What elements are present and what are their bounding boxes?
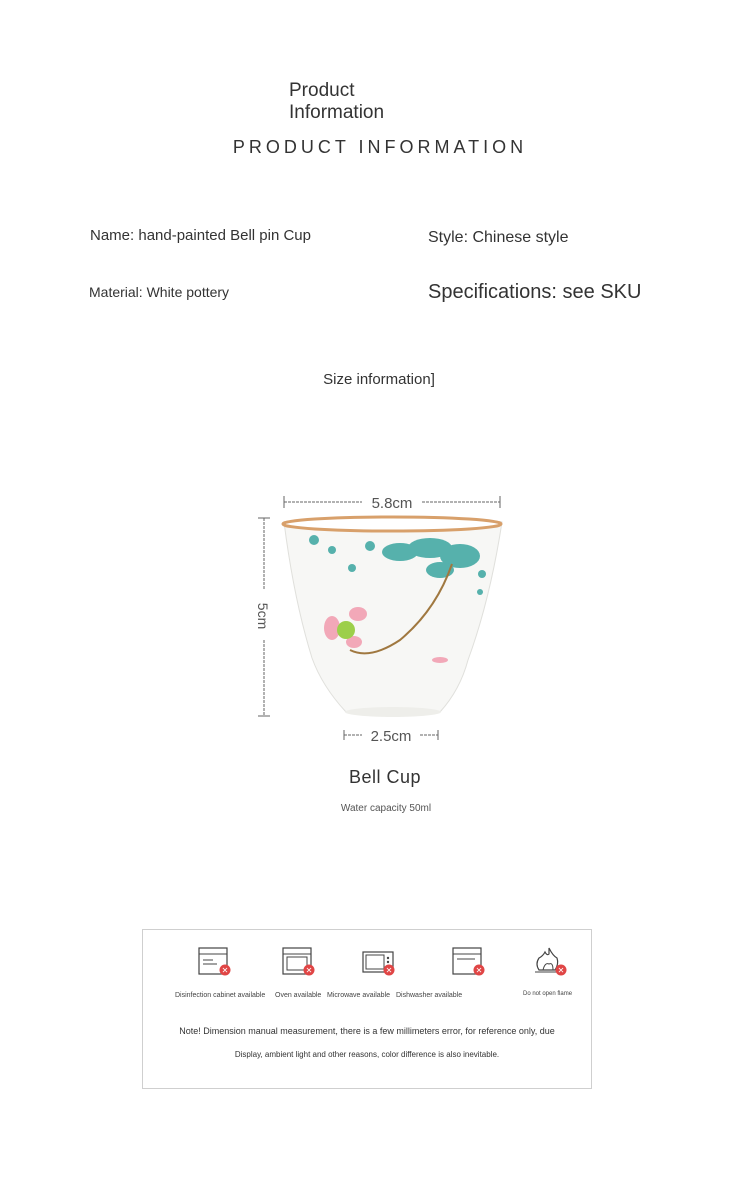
size-info-heading: Size information] [323,371,435,388]
page-title: Product Information [289,80,385,123]
oven-icon [281,946,315,978]
dimension-top-label: 5.8cm [371,495,413,512]
disinfection-cabinet-icon [197,946,231,978]
open-flame-icon [533,946,567,978]
care-label-dishwasher: Dishwasher available [396,992,463,999]
dimension-bottom-label: 2.5cm [370,728,412,745]
product-capacity: Water capacity 50ml [340,803,432,814]
svg-text:✕: ✕ [475,966,483,975]
dimension-side-label: 5cm [255,602,271,630]
care-label-microwave: Microwave available [327,992,391,999]
svg-text:✕: ✕ [305,966,313,975]
product-name: Bell Cup [348,767,422,787]
spec-name: Name: hand-painted Bell pin Cup [90,227,311,244]
dishwasher-icon [451,946,485,978]
spec-material: Material: White pottery [89,284,230,300]
care-label-flame: Do not open flame [523,991,573,997]
cup-illustration [250,490,515,755]
care-label-disinfection: Disinfection cabinet available [175,992,266,999]
svg-text:✕: ✕ [385,966,393,975]
svg-text:✕: ✕ [221,966,229,975]
page-title-caps: PRODUCT INFORMATION [232,137,528,157]
microwave-icon [361,946,395,978]
care-label-oven: Oven available [275,992,322,999]
spec-specifications: Specifications: see SKU [428,281,642,303]
spec-style: Style: Chinese style [428,229,569,246]
care-instructions-box [142,929,592,1089]
svg-text:✕: ✕ [557,966,565,975]
care-note-line1: Note! Dimension manual measurement, there is a few millimeters error, for reference only, due [179,1026,555,1036]
care-note-line2: Display, ambient light and other reasons, color difference is also inevitable. [234,1050,500,1059]
